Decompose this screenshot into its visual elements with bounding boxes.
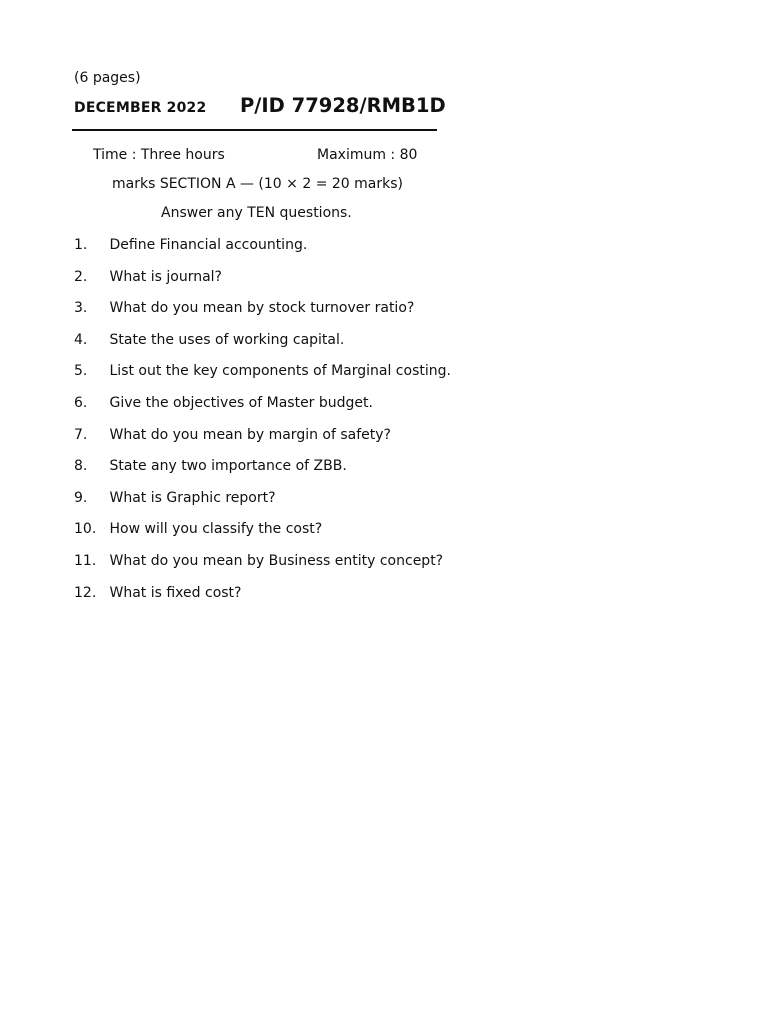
exam-duration: Time : Three hours	[93, 147, 225, 163]
question-number: 6.	[74, 394, 88, 411]
question-item	[74, 426, 594, 458]
question-number: 1.	[74, 237, 88, 253]
question-item	[74, 299, 594, 331]
exam-date: DECEMBER 2022	[74, 100, 207, 116]
question-text: What is Graphic report?	[109, 489, 276, 506]
question-text: What do you mean by stock turnover ratio?	[109, 300, 415, 317]
section-instruction: Answer any TEN questions.	[161, 205, 352, 221]
question-item	[74, 331, 594, 363]
question-number: 5.	[74, 363, 88, 380]
question-text: Give the objectives of Master budget.	[109, 394, 373, 411]
question-number: 12.	[74, 584, 97, 601]
question-list	[74, 236, 594, 615]
question-text: What do you mean by margin of safety?	[109, 426, 391, 443]
question-number: 4.	[74, 331, 88, 348]
question-item	[74, 584, 594, 616]
question-number: 3.	[74, 300, 88, 317]
question-item	[74, 552, 594, 584]
question-number: 10.	[74, 521, 97, 538]
question-item	[74, 457, 594, 489]
question-text: What is journal?	[109, 268, 222, 285]
pages-count: (6 pages)	[74, 70, 141, 86]
question-number: 7.	[74, 426, 88, 443]
header-divider	[72, 129, 437, 131]
question-text: State the uses of working capital.	[109, 331, 345, 348]
paper-id: P/ID 77928/RMB1D	[240, 94, 446, 117]
question-item	[74, 362, 594, 394]
question-number: 11.	[74, 552, 97, 569]
question-text: State any two importance of ZBB.	[109, 458, 347, 475]
question-item	[74, 489, 594, 521]
question-item	[74, 520, 594, 552]
question-item	[74, 236, 594, 268]
question-text: What is fixed cost?	[109, 584, 242, 601]
question-text: List out the key components of Marginal costing.	[109, 363, 451, 380]
question-text: Define Financial accounting.	[109, 237, 308, 253]
question-text: How will you classify the cost?	[109, 521, 323, 538]
question-item	[74, 268, 594, 300]
question-number: 9.	[74, 489, 88, 506]
question-item	[74, 394, 594, 426]
section-heading: marks SECTION A — (10 × 2 = 20 marks)	[112, 176, 403, 192]
question-number: 8.	[74, 458, 88, 475]
maximum-marks: Maximum : 80	[317, 147, 418, 163]
question-text: What do you mean by Business entity concept?	[109, 552, 444, 569]
question-number: 2.	[74, 268, 88, 285]
